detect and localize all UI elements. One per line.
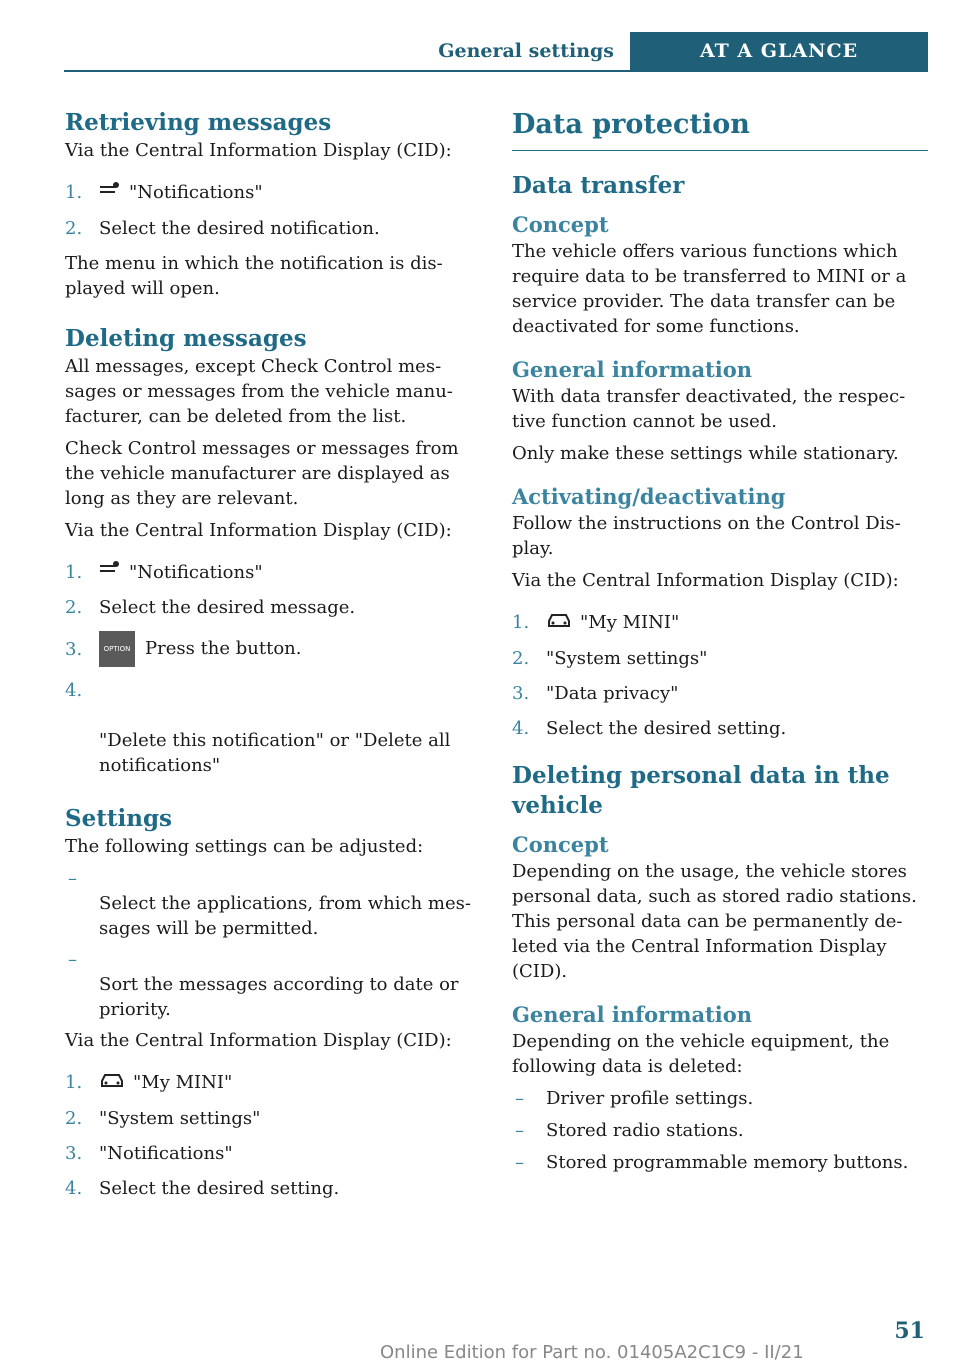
step-text: Select the desired message. <box>99 597 356 618</box>
general-info-p1: With data transfer deactivated, the respec- tive function cannot be used. <box>512 386 906 432</box>
general-info-heading: General information <box>512 357 753 382</box>
step-number: 2. <box>65 597 83 618</box>
concept-heading: Concept <box>512 212 609 237</box>
notification-icon <box>99 181 121 206</box>
heading-rule <box>512 150 928 151</box>
chapter-tab[interactable]: AT A GLANCE <box>630 32 928 70</box>
car-icon <box>546 611 572 636</box>
step-text: "My MINI" <box>580 612 680 633</box>
step-number: 1. <box>512 612 530 633</box>
settings-intro: The following settings can be adjusted: <box>65 836 424 857</box>
step-text: Press the button. <box>145 638 302 659</box>
retrieving-intro: Via the Central Information Display (CID): <box>65 140 452 161</box>
deleting-personal-data-heading: Deleting personal data in the vehicle <box>512 761 890 819</box>
concept-text: The vehicle offers various functions which require data to be transferred to MINI or a service provider. The data transfer can be deactivated for some functions. <box>512 241 907 337</box>
deleting-p3: Via the Central Information Display (CID): <box>65 519 452 541</box>
dash-icon: – <box>68 949 77 970</box>
activating-heading: Activating/deactivating <box>512 484 786 509</box>
step-text: "My MINI" <box>133 1072 233 1093</box>
step-text: Select the desired notification. <box>99 217 380 239</box>
step-number: 4. <box>512 717 530 739</box>
list-item <box>65 1176 477 1201</box>
bullet-text: Sort the messages according to date or priority. <box>99 974 459 1020</box>
step-text: "Delete this notification" or "Delete all notifications" <box>99 730 451 776</box>
step-number: 3. <box>65 639 83 660</box>
list-item <box>65 595 477 620</box>
step-number: 3. <box>512 682 530 704</box>
option-button-icon: OPTION <box>99 631 135 667</box>
general-info-p2: Only make these settings while stationary. <box>512 443 899 464</box>
step-number: 4. <box>65 1177 83 1199</box>
step-number: 3. <box>65 1142 83 1164</box>
page-header <box>0 32 960 72</box>
step-text: "System settings" <box>99 1107 261 1129</box>
deleted-data-bullets <box>512 1086 928 1175</box>
step-text: "Notifications" <box>129 561 263 583</box>
data-protection-heading: Data protection <box>512 109 750 140</box>
list-item <box>512 1086 928 1111</box>
activating-p2: Via the Central Information Display (CID): <box>512 570 899 591</box>
list-item <box>65 947 477 1022</box>
list-item <box>65 678 477 778</box>
list-item <box>512 610 928 636</box>
list-item <box>512 1150 928 1175</box>
list-item <box>65 216 477 241</box>
retrieving-after: The menu in which the notification is dis- played will open. <box>65 252 443 299</box>
list-item <box>65 180 477 206</box>
bullet-text: Stored programmable memory buttons. <box>546 1151 909 1173</box>
settings-steps <box>65 1070 477 1201</box>
general-info-heading: General information <box>512 1001 753 1027</box>
step-text: "Data privacy" <box>546 682 679 704</box>
list-item <box>65 1141 477 1166</box>
bullet-text: Stored radio stations. <box>546 1119 744 1141</box>
step-number: 1. <box>65 1072 83 1093</box>
data-transfer-heading: Data transfer <box>512 172 685 199</box>
step-text: "Notifications" <box>99 1142 233 1164</box>
activating-p1: Follow the instructions on the Control Dis- play. <box>512 513 901 559</box>
dash-icon: – <box>515 1151 524 1173</box>
dash-icon: – <box>515 1087 524 1109</box>
list-item <box>512 646 928 671</box>
deleting-steps <box>65 560 477 779</box>
list-item <box>65 630 477 668</box>
header-rule <box>64 70 928 72</box>
concept-heading: Concept <box>512 831 609 857</box>
step-text: Select the desired setting. <box>99 1177 340 1199</box>
bullet-text: Driver profile settings. <box>546 1087 754 1109</box>
list-item <box>65 866 477 941</box>
retrieving-steps <box>65 180 477 241</box>
step-number: 2. <box>512 647 530 669</box>
deleting-general-text: Depending on the vehicle equipment, the following data is deleted: <box>512 1030 890 1077</box>
step-number: 2. <box>65 1107 83 1129</box>
left-column <box>65 108 477 1211</box>
dash-icon: – <box>68 868 77 889</box>
settings-bullets <box>65 866 477 1022</box>
step-text: "Notifications" <box>129 182 263 203</box>
step-number: 4. <box>65 680 83 701</box>
page-number: 51 <box>894 1318 925 1344</box>
activating-steps <box>512 610 928 741</box>
deleting-messages-heading: Deleting messages <box>65 324 307 352</box>
deleting-concept-text: Depending on the usage, the vehicle stores personal data, such as stored radio stations. This personal data can be permanently de- leted via the Central Information Display (CID). <box>512 860 917 982</box>
list-item <box>512 716 928 741</box>
right-column <box>512 108 928 1182</box>
step-number: 1. <box>65 561 83 583</box>
step-text: Select the desired setting. <box>546 717 787 739</box>
settings-heading: Settings <box>65 805 172 832</box>
step-number: 1. <box>65 182 83 203</box>
list-item <box>512 1118 928 1143</box>
bullet-text: Select the applications, from which mes- sages will be permitted. <box>99 893 471 939</box>
list-item <box>65 1070 477 1096</box>
step-number: 2. <box>65 217 83 239</box>
list-item <box>512 681 928 706</box>
deleting-p2: Check Control messages or messages from the vehicle manufacturer are displayed as long as they are relevant. <box>65 437 459 509</box>
dash-icon: – <box>515 1119 524 1141</box>
section-title: General settings <box>438 40 614 62</box>
settings-via: Via the Central Information Display (CID): <box>65 1030 452 1051</box>
list-item <box>65 1106 477 1131</box>
deleting-p1: All messages, except Check Control mes- sages or messages from the vehicle manu- facturer, can be deleted from the list. <box>65 355 453 427</box>
edition-watermark: Online Edition for Part no. 01405A2C1C9 - II/21 <box>380 1342 804 1363</box>
list-item <box>65 560 477 586</box>
car-icon <box>99 1071 125 1096</box>
notification-icon <box>99 560 121 585</box>
retrieving-messages-heading: Retrieving messages <box>65 109 332 136</box>
step-text: "System settings" <box>546 647 708 669</box>
